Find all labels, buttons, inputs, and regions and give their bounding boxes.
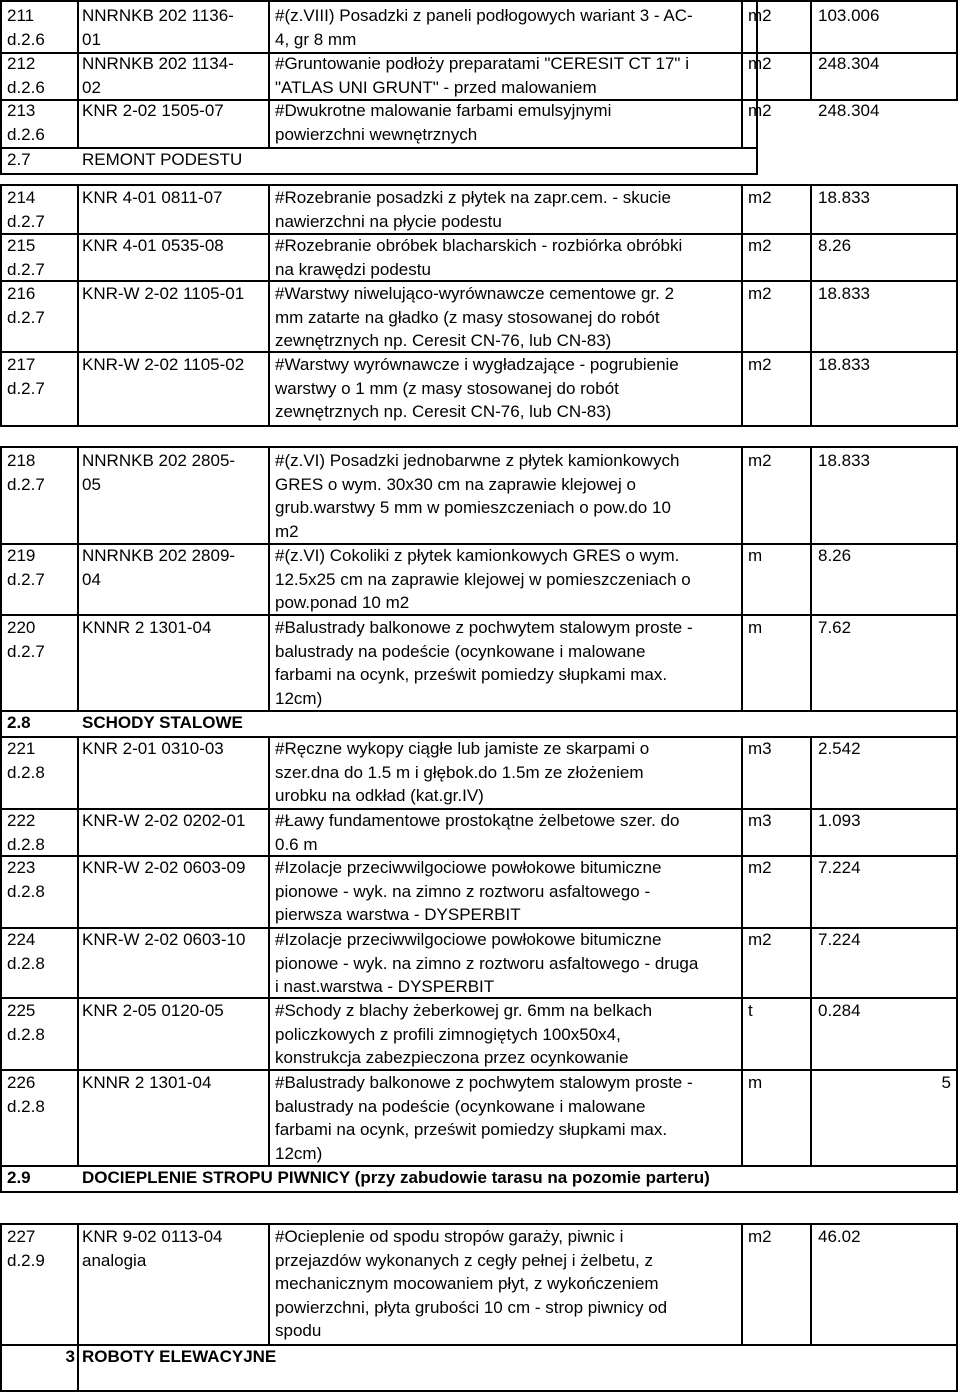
item-unit: m [748,1073,763,1092]
norm-code: KNNR 2 1301-04 [82,618,212,637]
item-unit: m [748,618,763,637]
item-description: #(z.VI) Cokoliki z płytek kamionkowych GRES o wym. 12.5x25 cm na zaprawie klejowej w pomieszczeniach o pow.ponad 10 m2 [275,546,691,612]
norm-code: NNRNKB 202 2809- 04 [82,546,236,589]
item-quantity: 248.304 [818,54,880,73]
row-number: 218 d.2.7 [7,451,45,494]
item-description: #Gruntowanie podłoży preparatami "CERESIT CT 17" i "ATLAS UNI GRUNT" - przed malowaniem [275,54,689,97]
item-unit: m [748,546,763,565]
norm-code: KNR-W 2-02 1105-01 [82,284,245,303]
item-description: #Izolacje przeciwwilgociowe powłokowe bitumiczne pionowe - wyk. na zimno z roztworu asfaltowego - druga i nast.warstwa - DYSPERBIT [275,930,699,996]
norm-code: NNRNKB 202 2805- 05 [82,451,236,494]
item-quantity: 248.304 [818,101,880,120]
item-unit: m2 [748,6,772,25]
row-number: 213 d.2.6 [7,101,45,144]
item-quantity: 1.093 [818,811,861,830]
item-quantity: 0.284 [818,1001,861,1020]
norm-code: KNR 2-05 0120-05 [82,1001,224,1020]
item-unit: m2 [748,101,772,120]
item-description: #Warstwy wyrównawcze i wygładzające - pogrubienie warstwy o 1 mm (z masy stosowanej do robót zewnętrznych np. Ceresit CN-76, lub CN-83) [275,355,679,421]
item-description: #Ręczne wykopy ciągłe lub jamiste ze skarpami o szer.dna do 1.5 m i głębok.do 1.5m ze złożeniem urobku na odkład (kat.gr.IV) [275,739,650,805]
section-number: 3 [65,1347,75,1366]
norm-code: KNR-W 2-02 0603-09 [82,858,246,877]
section-number: 2.8 [7,713,31,732]
item-unit: m2 [748,54,772,73]
item-unit: m2 [748,1227,772,1246]
item-quantity: 18.833 [818,188,870,207]
row-number: 226 d.2.8 [7,1073,45,1116]
item-description: #Balustrady balkonowe z pochwytem stalowym proste - balustrady na podeście (ocynkowane i malowane farbami na ocynk, prześwit pomiedzy słupkami max. 12cm) [275,618,693,708]
item-quantity: 18.833 [818,284,870,303]
section-title: SCHODY STALOWE [82,713,243,732]
row-number: 222 d.2.8 [7,811,45,854]
norm-code: KNNR 2 1301-04 [82,1073,212,1092]
item-description: #Izolacje przeciwwilgociowe powłokowe bitumiczne pionowe - wyk. na zimno z roztworu asfaltowego - pierwsza warstwa - DYSPERBIT [275,858,662,924]
row-number: 212 d.2.6 [7,54,45,97]
row-number: 216 d.2.7 [7,284,45,327]
item-quantity: 8.26 [818,546,852,565]
item-description: #Schody z blachy żeberkowej gr. 6mm na belkach policzkowych z profili zimnogiętych 100x50x4, konstrukcja zabezpieczona przez ocynkowanie [275,1001,653,1067]
item-unit: m3 [748,739,772,758]
item-unit: m2 [748,188,772,207]
item-description: #Dwukrotne malowanie farbami emulsyjnymi powierzchni wewnętrznych [275,101,612,144]
norm-code: KNR 4-01 0535-08 [82,236,224,255]
item-quantity: 7.62 [818,618,852,637]
section-title: ROBOTY ELEWACYJNE [82,1347,277,1366]
item-description: #Warstwy niwelująco-wyrównawcze cementowe gr. 2 mm zatarte na gładko (z masy stosowanej do robót zewnętrznych np. Ceresit CN-76, lub CN-83) [275,284,675,350]
item-unit: m3 [748,811,772,830]
item-quantity: 18.833 [818,355,870,374]
section-title: DOCIEPLENIE STROPU PIWNICY (przy zabudowie tarasu na pozomie parteru) [82,1168,710,1187]
item-unit: m2 [748,930,772,949]
item-quantity: 2.542 [818,739,861,758]
norm-code: KNR-W 2-02 0202-01 [82,811,246,830]
section-title: REMONT PODESTU [82,150,243,169]
norm-code: KNR 9-02 0113-04 analogia [82,1227,223,1270]
row-number: 224 d.2.8 [7,930,45,973]
item-description: #Rozebranie obróbek blacharskich - rozbiórka obróbki na krawędzi podestu [275,236,683,279]
norm-code: NNRNKB 202 1136- 01 [82,6,234,49]
item-quantity: 103.006 [818,6,880,25]
norm-code: NNRNKB 202 1134- 02 [82,54,234,97]
row-number: 219 d.2.7 [7,546,45,589]
item-quantity: 5 [941,1073,951,1092]
section-number: 2.7 [7,150,31,169]
item-description: #Balustrady balkonowe z pochwytem stalowym proste - balustrady na podeście (ocynkowane i malowane farbami na ocynk, prześwit pomiedzy słupkami max. 12cm) [275,1073,693,1163]
norm-code: KNR 2-02 1505-07 [82,101,224,120]
row-number: 215 d.2.7 [7,236,45,279]
norm-code: KNR 4-01 0811-07 [82,188,223,207]
item-description: #Ocieplenie od spodu stropów garaży, piwnic i przejazdów wykonanych z cegły pełnej i żelbetu, z mechanicznym mocowaniem płyt, z wykończeniem powierzchni, płyta grubości 10 cm - strop piwnicy od spodu [275,1227,668,1340]
item-unit: t [748,1001,753,1020]
item-unit: m2 [748,236,772,255]
item-description: #Rozebranie posadzki z płytek na zapr.cem. - skucie nawierzchni na płycie podestu [275,188,671,231]
norm-code: KNR-W 2-02 0603-10 [82,930,246,949]
item-unit: m2 [748,858,772,877]
item-unit: m2 [748,284,772,303]
item-description: #(z.VIII) Posadzki z paneli podłogowych wariant 3 - AC- 4, gr 8 mm [275,6,693,49]
item-quantity: 7.224 [818,930,861,949]
item-unit: m2 [748,451,772,470]
item-quantity: 18.833 [818,451,870,470]
item-description: #Ławy fundamentowe prostokątne żelbetowe szer. do 0.6 m [275,811,680,854]
item-unit: m2 [748,355,772,374]
row-number: 221 d.2.8 [7,739,45,782]
row-number: 223 d.2.8 [7,858,45,901]
item-quantity: 7.224 [818,858,861,877]
row-number: 225 d.2.8 [7,1001,45,1044]
norm-code: KNR-W 2-02 1105-02 [82,355,245,374]
row-number: 217 d.2.7 [7,355,45,398]
row-number: 227 d.2.9 [7,1227,45,1270]
section-number: 2.9 [7,1168,31,1187]
row-number: 220 d.2.7 [7,618,45,661]
item-quantity: 8.26 [818,236,852,255]
item-description: #(z.VI) Posadzki jednobarwne z płytek kamionkowych GRES o wym. 30x30 cm na zaprawie klejowej o grub.warstwy 5 mm w pomieszczeniach o pow.do 10 m2 [275,451,680,541]
row-number: 214 d.2.7 [7,188,45,231]
norm-code: KNR 2-01 0310-03 [82,739,224,758]
item-quantity: 46.02 [818,1227,861,1246]
row-number: 211 d.2.6 [7,6,45,49]
